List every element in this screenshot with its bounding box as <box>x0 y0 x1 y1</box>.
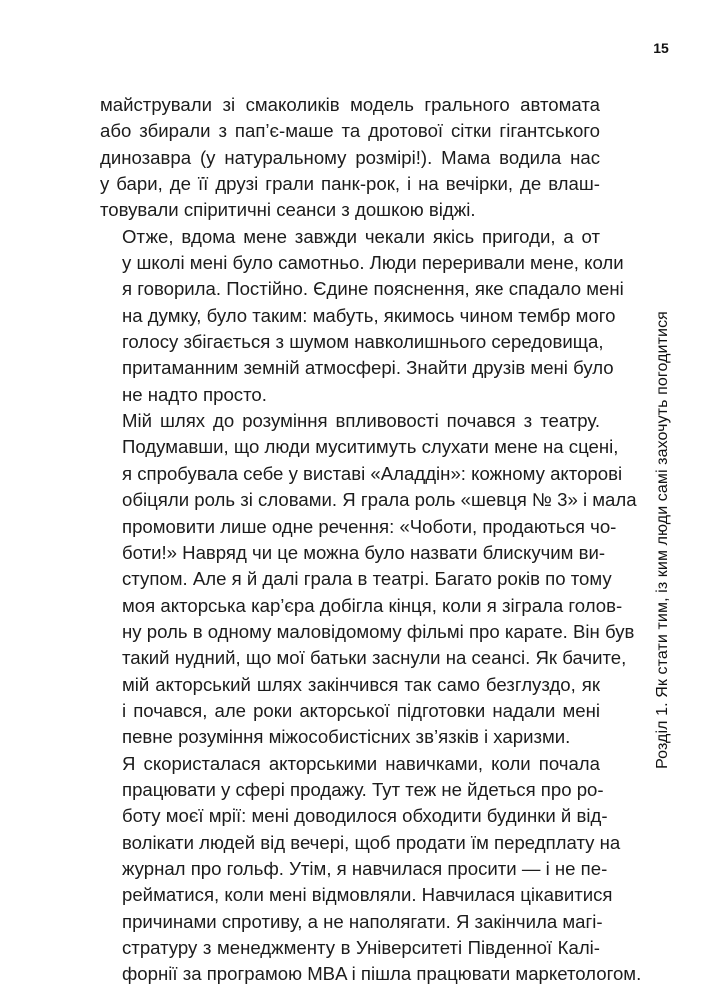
text-line: динозавра (у натуральному розмірі!). Мама водила нас <box>100 146 600 168</box>
text-line: ступом. Але я й далі грала в театрі. Багато років по тому <box>122 568 612 590</box>
text-line: товували спіритичні сеанси з дошкою віджі. <box>100 199 476 221</box>
text-line: у бари, де її друзі грали панк-рок, і на вечірки, де влаш- <box>100 173 600 195</box>
body-text <box>100 92 642 988</box>
text-line: моя акторська кар’єра добігла кінця, коли я зіграла голов- <box>122 594 623 616</box>
text-line: стратуру з менеджменту в Університеті Південної Калі- <box>122 937 600 958</box>
text-line: притаманним земній атмосфері. Знайти друзів мені було <box>122 357 614 379</box>
text-line: Подумавши, що люди муситимуть слухати мене на сцені, <box>122 436 619 458</box>
text-line: такий нудний, що мої батьки заснули на сеансі. Як бачите, <box>122 647 627 669</box>
text-line: або збирали з пап’є-маше та дротової сітки гігантського <box>100 120 600 142</box>
text-line: обіцяли роль зі словами. Я грала роль «шевця № 3» і мала <box>122 489 637 511</box>
text-line: волікати людей від вечері, щоб продати їм передплату на <box>122 831 621 853</box>
text-line: певне розуміння міжособистісних зв’язків і харизми. <box>122 726 571 748</box>
text-line: мій акторський шлях закінчився так само безглуздо, як <box>122 673 600 695</box>
paragraph <box>100 751 642 988</box>
text-line: не надто просто. <box>122 383 267 405</box>
text-line: форнії за програмою MBA і пішла працювати маркетологом. <box>122 963 642 985</box>
text-line: я спробувала себе у виставі «Аладдін»: кожному акторові <box>122 462 623 484</box>
running-head: Розділ 1. Як стати тим, із ким люди самі захочуть погодитися <box>654 311 671 769</box>
text-line: боти!» Навряд чи це можна було назвати блискучим ви- <box>122 541 606 563</box>
text-line: працювати у сфері продажу. Тут теж не йдеться про ро- <box>122 778 604 800</box>
paragraph <box>100 92 600 224</box>
paragraph <box>100 224 624 408</box>
text-line: і почався, але роки акторської підготовки надали мені <box>122 699 600 721</box>
text-line: майстрували зі смаколиків модель грального автомата <box>100 94 600 115</box>
text-line: рейматися, коли мені відмовляли. Навчилася цікавитися <box>122 884 613 906</box>
text-line: журнал про гольф. Утім, я навчилася просити — і не пе- <box>122 857 608 879</box>
text-line: причинами спротиву, а не наполягати. Я закінчила магі- <box>122 910 603 932</box>
page-number: 15 <box>653 40 669 56</box>
text-line: я говорила. Постійно. Єдине пояснення, яке спадало мені <box>122 278 624 300</box>
running-head-container <box>654 311 671 769</box>
paragraph <box>100 408 637 750</box>
text-line: у школі мені було самотньо. Люди переривали мене, коли <box>122 252 624 274</box>
text-line: голосу збігається з шумом навколишнього середовища, <box>122 331 604 353</box>
text-line: Отже, вдома мене завжди чекали якісь пригоди, а от <box>122 225 600 247</box>
text-line: ну роль в одному маловідомому фільмі про карате. Він був <box>122 620 635 642</box>
text-line: Я скористалася акторськими навичками, коли почала <box>122 752 600 774</box>
text-line: боту моєї мрії: мені доводилося обходити будинки й від- <box>122 805 608 827</box>
text-line: на думку, було таким: мабуть, якимось чином тембр мого <box>122 304 616 326</box>
text-line: Мій шлях до розуміння впливовості почався з театру. <box>122 410 600 432</box>
text-line: промовити лише одне речення: «Чоботи, продаються чо- <box>122 515 617 537</box>
